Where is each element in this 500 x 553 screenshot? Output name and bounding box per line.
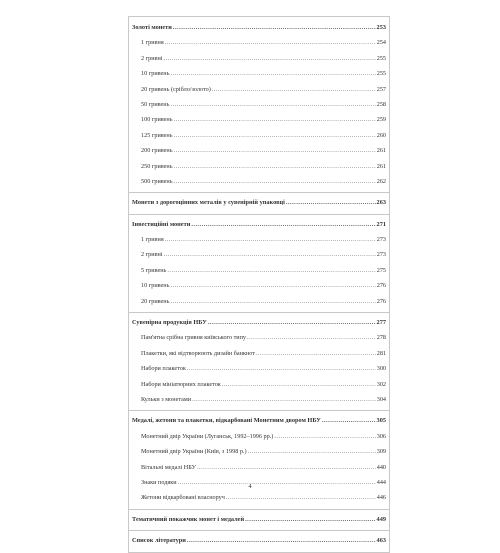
- toc-entry: [129, 278, 389, 293]
- toc-entry-label: Кульки з монетами: [141, 395, 192, 403]
- toc-entry: [129, 294, 389, 309]
- leader-dots: [248, 444, 376, 459]
- toc-entry-label: 1 гривня: [141, 236, 164, 244]
- leader-dots: [170, 278, 375, 293]
- leader-dots: [174, 112, 376, 127]
- leader-dots: [165, 232, 376, 247]
- toc-page-number: 255: [376, 70, 386, 78]
- toc-page-number: 446: [376, 494, 386, 502]
- toc-entry-label: 2 гривні: [141, 54, 163, 62]
- toc-entry: [129, 51, 389, 66]
- leader-dots: [170, 97, 375, 112]
- toc-entry-label: 20 гривень (срібло/золото): [141, 85, 211, 93]
- toc-heading-label: Медалі, жетони та плакетки, відкарбовані Монетним двором НБУ: [132, 417, 321, 425]
- toc-page-number: 273: [376, 251, 386, 259]
- toc-entry-label: Набори мініатюрних плакеток: [141, 380, 221, 388]
- toc-page-number: 273: [376, 236, 386, 244]
- toc-entry: [129, 444, 389, 459]
- toc-entry: [129, 128, 389, 143]
- toc-entry-label: 10 гривень: [141, 282, 170, 290]
- toc-entry: [129, 377, 389, 392]
- leader-dots: [170, 66, 375, 81]
- toc-section-medals-tokens: [129, 411, 389, 509]
- toc-entry: [129, 112, 389, 127]
- toc-entry: [129, 66, 389, 81]
- toc-page-number: 271: [376, 220, 386, 228]
- toc-heading: [129, 533, 389, 548]
- toc-entry-label: Знаки подяки: [141, 478, 177, 486]
- toc-page-number: 281: [376, 349, 386, 357]
- toc-heading: [129, 195, 389, 210]
- toc-page-number: 463: [376, 537, 386, 545]
- toc-heading: [129, 413, 389, 428]
- toc-page-number: 309: [376, 448, 386, 456]
- toc-page-number: 276: [376, 282, 386, 290]
- toc-entry-label: 50 гривень: [141, 100, 170, 108]
- toc-section-investment-coins: [129, 215, 389, 313]
- page-number: 4: [248, 483, 252, 490]
- leader-dots: [226, 490, 376, 505]
- leader-dots: [170, 294, 375, 309]
- leader-dots: [208, 315, 376, 330]
- toc-entry: [129, 346, 389, 361]
- toc-entry: [129, 361, 389, 376]
- toc-entry: [129, 143, 389, 158]
- toc-heading-label: Сувенірна продукція НБУ: [132, 319, 207, 327]
- toc-section-thematic-index: [129, 510, 389, 531]
- toc-page-number: 257: [376, 85, 386, 93]
- toc-entry: [129, 330, 389, 345]
- toc-entry-label: 10 гривень: [141, 70, 170, 78]
- toc-entry-label: 100 гривень: [141, 116, 173, 124]
- toc-entry: [129, 97, 389, 112]
- toc-heading-label: Тематичний покажчик монет і медалей: [132, 515, 245, 523]
- toc-entry: [129, 232, 389, 247]
- leader-dots: [256, 346, 376, 361]
- toc-entry: [129, 490, 389, 505]
- toc-section-bibliography: [129, 531, 389, 552]
- toc-entry-label: 250 гривень: [141, 162, 173, 170]
- toc-entry-label: Жетони відкарбовані власноруч: [141, 494, 225, 502]
- toc-section-souvenir-packaging: [129, 193, 389, 214]
- toc-page-number: 278: [376, 334, 386, 342]
- toc-page-number: 261: [376, 162, 386, 170]
- toc-page-number: 262: [376, 177, 386, 185]
- leader-dots: [245, 512, 375, 527]
- leader-dots: [174, 143, 376, 158]
- leader-dots: [187, 533, 376, 548]
- toc-entry-label: 20 гривень: [141, 297, 170, 305]
- toc-page-number: 255: [376, 54, 386, 62]
- toc-page-number: 300: [376, 365, 386, 373]
- table-of-contents: [128, 16, 390, 553]
- toc-heading-label: Інвестиційні монети: [132, 220, 191, 228]
- toc-page-number: 440: [376, 463, 386, 471]
- leader-dots: [164, 247, 376, 262]
- leader-dots: [174, 159, 376, 174]
- toc-entry-label: Набори плакеток: [141, 365, 186, 373]
- toc-entry-label: Вітальні медалі НБУ: [141, 463, 196, 471]
- leader-dots: [164, 51, 376, 66]
- toc-entry-label: 125 гривень: [141, 131, 173, 139]
- leader-dots: [165, 35, 376, 50]
- toc-page-number: 258: [376, 100, 386, 108]
- toc-heading-label: Список літератури: [132, 537, 186, 545]
- toc-heading: [129, 20, 389, 35]
- toc-page-number: 254: [376, 39, 386, 47]
- leader-dots: [174, 174, 376, 189]
- toc-heading: [129, 217, 389, 232]
- toc-heading: [129, 315, 389, 330]
- toc-entry-label: Монетний двір України (Луганськ, 1992–1996 рр.): [141, 432, 274, 440]
- toc-entry: [129, 159, 389, 174]
- toc-entry-label: 2 гривні: [141, 251, 163, 259]
- leader-dots: [173, 20, 376, 35]
- leader-dots: [274, 429, 375, 444]
- toc-page-number: 259: [376, 116, 386, 124]
- leader-dots: [187, 361, 376, 376]
- leader-dots: [167, 263, 375, 278]
- toc-page-number: 302: [376, 380, 386, 388]
- toc-page-number: 275: [376, 266, 386, 274]
- toc-page-number: 263: [376, 199, 386, 207]
- toc-entry: [129, 263, 389, 278]
- toc-entry-label: 500 гривень: [141, 177, 173, 185]
- toc-entry: [129, 392, 389, 407]
- toc-entry-label: 200 гривень: [141, 147, 173, 155]
- toc-entry-label: Монетний двір України (Київ, з 1998 р.): [141, 448, 247, 456]
- toc-page-number: 276: [376, 297, 386, 305]
- leader-dots: [286, 195, 376, 210]
- toc-page-number: 305: [376, 417, 386, 425]
- leader-dots: [322, 413, 376, 428]
- toc-entry: [129, 247, 389, 262]
- leader-dots: [192, 392, 376, 407]
- toc-section-gold-coins: [129, 17, 389, 193]
- toc-page-number: 277: [376, 319, 386, 327]
- toc-page-number: 253: [376, 24, 386, 31]
- toc-page-number: 260: [376, 131, 386, 139]
- toc-page-number: 444: [376, 478, 386, 486]
- toc-heading-label: Золоті монети: [132, 24, 172, 31]
- toc-page-number: 261: [376, 147, 386, 155]
- toc-entry-label: 5 гривень: [141, 266, 167, 274]
- leader-dots: [212, 82, 376, 97]
- toc-page-number: 304: [376, 395, 386, 403]
- toc-entry-label: 1 гривня: [141, 39, 164, 47]
- toc-entry: [129, 82, 389, 97]
- leader-dots: [191, 217, 375, 232]
- toc-entry: [129, 460, 389, 475]
- leader-dots: [174, 128, 376, 143]
- leader-dots: [247, 330, 376, 345]
- toc-entry: [129, 35, 389, 50]
- leader-dots: [197, 460, 376, 475]
- toc-entry-label: Плакетки, які відтворюють дизайн банкнот: [141, 349, 255, 357]
- toc-heading: [129, 512, 389, 527]
- toc-page-number: 449: [376, 515, 386, 523]
- toc-page-number: 306: [376, 432, 386, 440]
- toc-entry: [129, 429, 389, 444]
- toc-heading-label: Монети з дорогоцінних металів у сувенірній упаковці: [132, 199, 285, 207]
- leader-dots: [222, 377, 376, 392]
- toc-entry-label: Пам'ятна срібна гривня київського типу: [141, 334, 246, 342]
- toc-section-souvenir-products: [129, 313, 389, 411]
- toc-entry: [129, 174, 389, 189]
